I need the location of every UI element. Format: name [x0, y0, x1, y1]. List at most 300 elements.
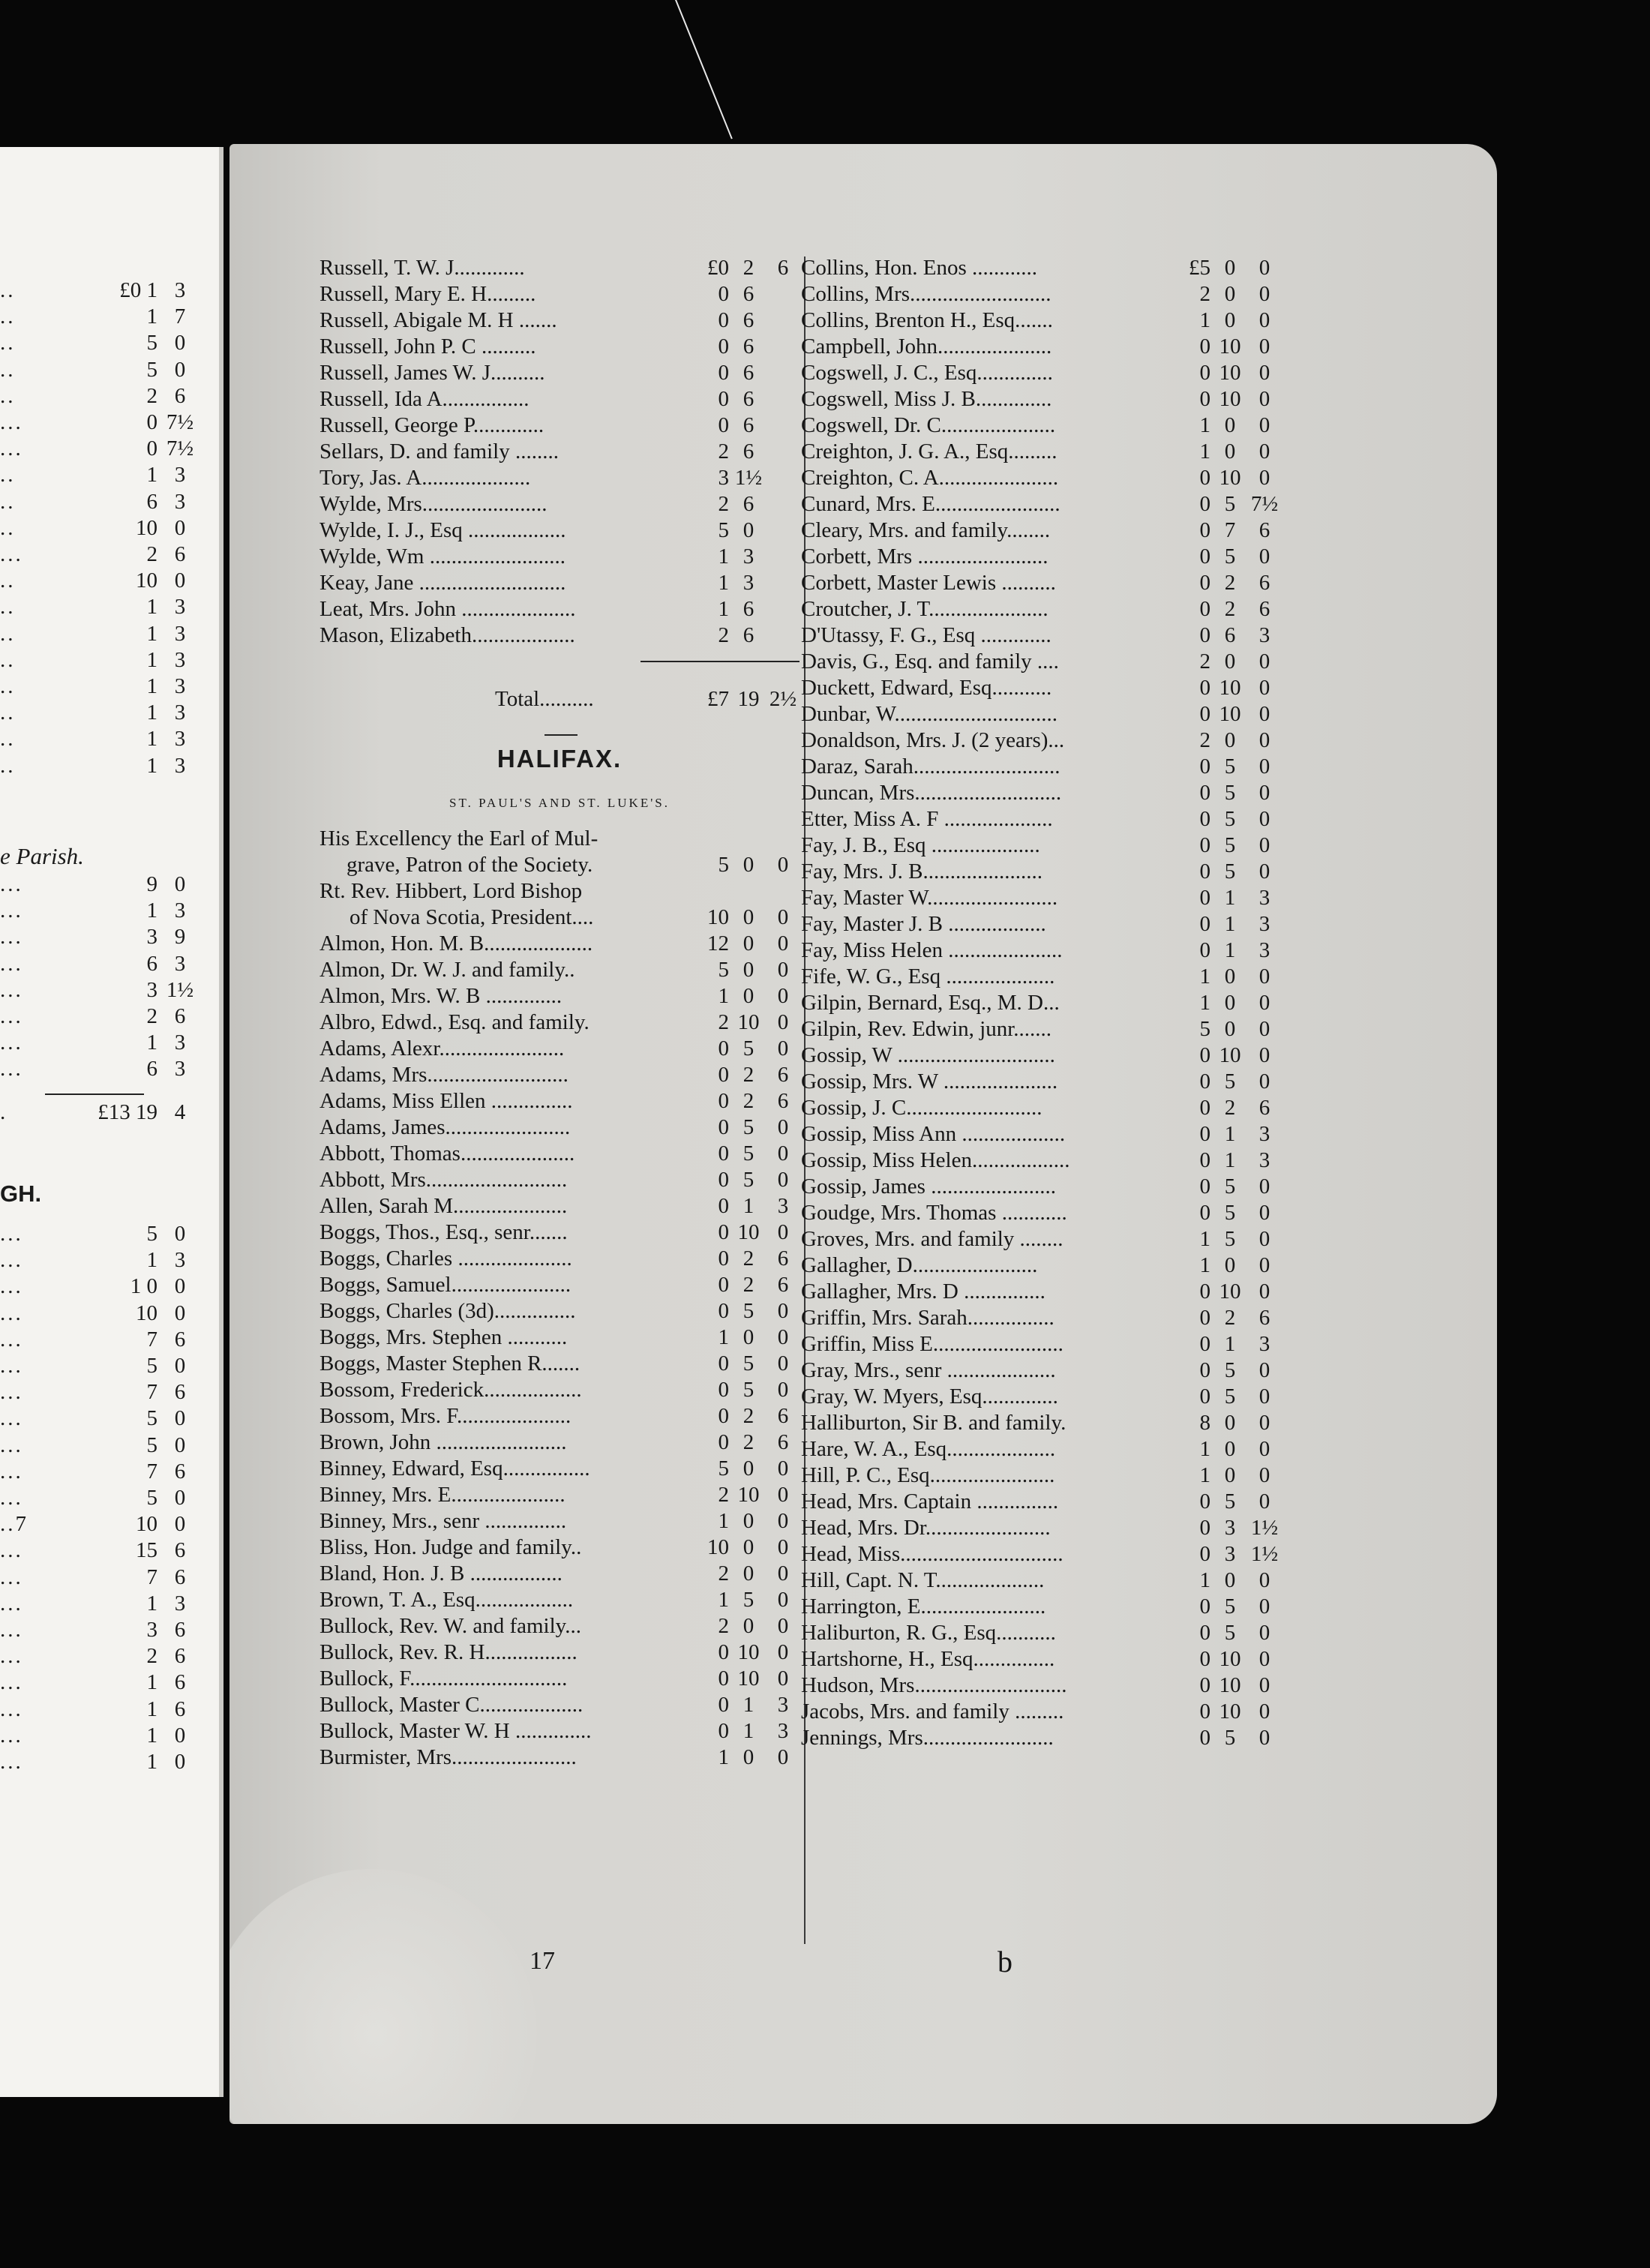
amount-pounds: 0: [718, 1378, 729, 1402]
amount-pence: 6: [174, 1670, 186, 1695]
ledger-entry: [320, 1324, 800, 1351]
amount-pounds: 5: [1199, 1017, 1210, 1041]
amount-pounds: 0: [1199, 571, 1210, 595]
amount-pence: 0: [1258, 1411, 1270, 1435]
amount-shillings: 10: [737, 1220, 760, 1244]
amount-shillings: 2: [742, 1404, 754, 1428]
amount-pence: 7½: [1250, 492, 1279, 516]
amount-shillings: 0: [1224, 964, 1236, 988]
amount-shillings: 1: [742, 1719, 754, 1743]
subscriber-name: Almon, Hon. M. B....................: [320, 932, 593, 956]
subscriber-name: Binney, Mrs. E.....................: [320, 1483, 566, 1507]
ledger-entry: [801, 1489, 1281, 1515]
ledger-entry: [801, 1515, 1281, 1541]
amount-pounds: 2: [1199, 728, 1210, 752]
ledger-entry: [801, 518, 1281, 544]
ledger-entry: [320, 622, 800, 649]
ledger-entry: [320, 360, 800, 386]
amount-pence: 0: [777, 1299, 789, 1323]
amount-pounds: 0: [718, 1220, 729, 1244]
amount-pence: 0: [1258, 676, 1270, 700]
amount-pence: 0: [174, 1354, 186, 1378]
amount-shillings: 5: [146, 1222, 158, 1246]
amount-shillings: 5: [1224, 1201, 1236, 1225]
leader-dots: ..: [0, 489, 16, 514]
amount-pounds: 0: [718, 282, 729, 306]
ledger-entry: [801, 964, 1281, 990]
amount-shillings: 2: [1224, 571, 1236, 595]
amount-shillings: 0: [742, 1325, 754, 1349]
ledger-entry: [320, 1587, 800, 1613]
amount-pounds: 1: [718, 571, 729, 595]
amount-row: [0, 1723, 207, 1748]
ledger-entry: [801, 1305, 1281, 1331]
amount-pounds: 0: [1199, 334, 1210, 358]
amount-row: [0, 1538, 207, 1563]
amount-row: [0, 924, 207, 950]
amount-pounds: 5: [718, 518, 729, 542]
amount-pence: 0: [1258, 1358, 1270, 1382]
subscriber-name: Fay, J. B., Esq ....................: [801, 833, 1040, 857]
amount-pence: 6: [1258, 518, 1270, 542]
amount-row: [0, 621, 207, 646]
amount-pounds: 1: [1199, 440, 1210, 464]
amount-pence: 6: [777, 256, 789, 280]
amount-shillings: 5: [146, 1354, 158, 1378]
amount-pence: 0: [1258, 1437, 1270, 1461]
amount-pence: 1½: [1250, 1542, 1279, 1566]
amount-shillings: 5: [146, 1406, 158, 1431]
amount-pounds: 0: [1199, 1516, 1210, 1540]
amount-pence: 6: [174, 1380, 186, 1405]
amount-pence: 3: [174, 753, 186, 778]
ledger-entry: [801, 1226, 1281, 1252]
amount-row: [0, 1459, 207, 1484]
subscriber-name: Brown, T. A., Esq..................: [320, 1588, 574, 1612]
amount-shillings: 1: [146, 1030, 158, 1055]
amount-pence: 0: [777, 1483, 789, 1507]
amount-pounds: 2: [718, 1562, 729, 1586]
amount-pounds: 1: [1199, 1568, 1210, 1592]
amount-row: [0, 278, 207, 303]
amount-pounds: 1: [1199, 413, 1210, 437]
ledger-entry: [801, 754, 1281, 780]
amount-pence: 0: [777, 984, 789, 1008]
ledger-entry: [320, 1036, 800, 1062]
subscriber-name: Sellars, D. and family ........: [320, 440, 559, 464]
amount-row: [0, 568, 207, 593]
amount-pence: 0: [174, 1432, 186, 1457]
amount-row: [0, 1749, 207, 1774]
amount-shillings: 2: [742, 1430, 754, 1454]
amount-pence: 0: [777, 1352, 789, 1376]
amount-shillings: 7: [146, 1459, 158, 1484]
amount-shillings: 6: [742, 308, 754, 332]
amount-shillings: 2: [146, 383, 158, 408]
ledger-entry: [320, 1193, 800, 1220]
subscriber-name: Bliss, Hon. Judge and family..: [320, 1535, 582, 1559]
leader-dots: ...: [0, 1564, 23, 1589]
amount-pence: 3: [1258, 938, 1270, 962]
amount-pence: 6: [777, 1246, 789, 1270]
subscriber-name: Abbott, Mrs..........................: [320, 1168, 568, 1192]
ledger-entry: [801, 1384, 1281, 1410]
amount-shillings: 0: [1224, 1463, 1236, 1487]
left-page-fragment: [0, 147, 224, 2097]
ledger-entry: [801, 701, 1281, 728]
ledger-entry: [320, 491, 800, 518]
ledger-entry: [320, 596, 800, 622]
ledger-entry: [801, 832, 1281, 859]
amount-shillings: 0: [742, 932, 754, 956]
amount-pounds: 1: [718, 544, 729, 568]
amount-pence: 0: [174, 357, 186, 382]
leader-dots: ...: [0, 1670, 23, 1695]
leader-dots: ..: [0, 463, 16, 488]
subscriber-name: Hudson, Mrs............................: [801, 1673, 1067, 1697]
subscriber-name: Davis, G., Esq. and family ....: [801, 650, 1059, 674]
amount-pence: 0: [1258, 1070, 1270, 1094]
amount-pounds: 0: [1199, 492, 1210, 516]
amount-pence: 0: [1258, 282, 1270, 306]
subscriber-name: Binney, Mrs., senr ...............: [320, 1509, 567, 1533]
ledger-entry: [320, 1167, 800, 1193]
amount-pence: 0: [1258, 334, 1270, 358]
amount-pounds: 0: [1199, 860, 1210, 884]
amount-row: [0, 1643, 207, 1669]
amount-pounds: 0: [718, 1246, 729, 1270]
amount-pounds: 0: [718, 1036, 729, 1060]
amount-pence: 0: [174, 1486, 186, 1510]
ledger-entry: [320, 1718, 800, 1744]
subscriber-name: Burmister, Mrs.......................: [320, 1745, 577, 1769]
amount-shillings: 10: [136, 515, 158, 540]
amount-shillings: 5: [1224, 1384, 1236, 1408]
ledger-entry: [320, 826, 800, 852]
amount-pence: 0: [1258, 1700, 1270, 1724]
leader-dots: ...: [0, 1380, 23, 1405]
amount-shillings: 0: [742, 1509, 754, 1533]
amount-shillings: 5: [1224, 1490, 1236, 1514]
amount-pounds: 0: [1199, 623, 1210, 647]
amount-shillings: 1: [146, 727, 158, 752]
amount-row: [0, 1511, 207, 1537]
leader-dots: ...: [0, 1274, 23, 1299]
leader-dots: ...: [0, 1300, 23, 1325]
subscriber-name: Fay, Miss Helen .....................: [801, 938, 1063, 962]
amount-row: [0, 700, 207, 725]
subscriber-name: Goudge, Mrs. Thomas ............: [801, 1201, 1067, 1225]
subscriber-name: Halliburton, Sir B. and family.: [801, 1411, 1066, 1435]
ledger-entry: [320, 931, 800, 957]
ledger-entry: [320, 1666, 800, 1692]
ledger-entry: [801, 1620, 1281, 1646]
ledger-entry: [801, 1069, 1281, 1095]
amount-shillings: 6: [146, 1057, 158, 1082]
ledger-entry: [801, 1200, 1281, 1226]
subscriber-name: Bullock, Rev. R. H.................: [320, 1640, 578, 1664]
ledger-entry: [801, 780, 1281, 806]
leader-dots: ...: [0, 1591, 23, 1616]
leader-dots: ..: [0, 331, 16, 356]
amount-pence: 1½: [166, 977, 194, 1002]
subscriber-name: Gossip, Miss Ann ...................: [801, 1122, 1066, 1146]
ledger-entry: [801, 1252, 1281, 1279]
ledger-entry: [801, 728, 1281, 754]
amount-pounds: 0: [718, 1168, 729, 1192]
amount-shillings: 1: [146, 1696, 158, 1721]
amount-row: [0, 1432, 207, 1458]
leader-dots: ...: [0, 1644, 23, 1669]
amount-shillings: 1: [742, 1693, 754, 1717]
ledger-entry: [801, 1358, 1281, 1384]
amount-pence: 3: [1258, 623, 1270, 647]
subscriber-name: Croutcher, J. T......................: [801, 597, 1048, 621]
ledger-entry: [320, 957, 800, 983]
amount-pounds: 2: [718, 1614, 729, 1638]
subscriber-name: Griffin, Mrs. Sarah................: [801, 1306, 1054, 1330]
amount-pounds: 1: [718, 1745, 729, 1769]
amount-pounds: 2: [1199, 650, 1210, 674]
amount-pence: 0: [1258, 1253, 1270, 1277]
amount-shillings: 1: [1224, 1148, 1236, 1172]
amount-pence: 0: [1258, 387, 1270, 411]
leader-dots: ..: [0, 595, 16, 620]
amount-pounds: 0: [1199, 781, 1210, 805]
ledger-entry: [320, 1114, 800, 1141]
subscriber-name: Gilpin, Bernard, Esq., M. D...: [801, 991, 1060, 1015]
amount-pence: 0: [777, 1562, 789, 1586]
subscriber-name: Jacobs, Mrs. and family .........: [801, 1700, 1064, 1724]
amount-pence: 6: [174, 1696, 186, 1721]
amount-pounds: 0: [718, 1430, 729, 1454]
amount-pence: 0: [1258, 466, 1270, 490]
amount-pence: 6: [174, 1459, 186, 1484]
ledger-entry: [801, 1672, 1281, 1699]
leader-dots: ...: [0, 1618, 23, 1642]
amount-pence: 0: [1258, 1280, 1270, 1304]
amount-shillings: 10: [737, 1010, 760, 1034]
amount-shillings: 6: [146, 489, 158, 514]
amount-row: [0, 1617, 207, 1642]
amount-pence: 0: [1258, 256, 1270, 280]
subscriber-name: D'Utassy, F. G., Esq .............: [801, 623, 1052, 647]
leader-dots: ...: [0, 872, 23, 896]
subscriber-name: Donaldson, Mrs. J. (2 years)...: [801, 728, 1065, 752]
amount-pounds: 3: [718, 466, 729, 490]
leader-dots: ...: [0, 1406, 23, 1431]
amount-shillings: 10: [737, 1640, 760, 1664]
amount-pence: 0: [1258, 1568, 1270, 1592]
amount-shillings: 5: [146, 357, 158, 382]
amount-shillings: 5: [146, 1432, 158, 1457]
amount-pence: 3: [777, 1194, 789, 1218]
ledger-entry: [801, 1121, 1281, 1148]
amount-pounds: 1: [1199, 1463, 1210, 1487]
amount-shillings: 0: [146, 436, 158, 461]
subscriber-name: Dunbar, W..............................: [801, 702, 1058, 726]
leader-dots: ...: [0, 898, 23, 923]
subscriber-name: Russell, T. W. J.............: [320, 256, 525, 280]
amount-row: [0, 977, 207, 1003]
amount-pence: 0: [174, 872, 186, 896]
amount-row: [0, 436, 207, 461]
amount-shillings: 6: [742, 597, 754, 621]
amount-shillings: 1: [1224, 1332, 1236, 1356]
amount-shillings: 10: [1219, 1043, 1241, 1067]
amount-pounds: 0: [1199, 1647, 1210, 1671]
subscriber-name: Gilpin, Rev. Edwin, junr.......: [801, 1017, 1052, 1041]
leader-dots: ..7: [0, 1512, 28, 1537]
subscriber-name: Tory, Jas. A....................: [320, 466, 531, 490]
amount-shillings: 1: [146, 1248, 158, 1273]
ledger-entry: [320, 412, 800, 439]
section-heading-halifax: HALIFAX.: [496, 745, 622, 772]
ledger-entry: [320, 852, 800, 878]
subscriber-name: Gallagher, D.......................: [801, 1253, 1038, 1277]
amount-shillings: 10: [737, 1483, 760, 1507]
subscriber-name: Corbett, Mrs ........................: [801, 544, 1048, 568]
amount-pounds: 0: [1199, 1594, 1210, 1618]
subscriber-name: Cunard, Mrs. E.......................: [801, 492, 1060, 516]
leader-dots: ..: [0, 568, 16, 593]
ledger-entry: [320, 334, 800, 360]
amount-row: [0, 542, 207, 567]
amount-shillings: 5: [742, 1115, 754, 1139]
subscriber-name: Cogswell, Miss J. B..............: [801, 387, 1052, 411]
ledger-entry: [801, 1331, 1281, 1358]
amount-shillings: 1: [146, 304, 158, 329]
amount-shillings: 1: [146, 1670, 158, 1695]
amount-row: [0, 1696, 207, 1722]
amount-shillings: 2: [1224, 1306, 1236, 1330]
amount-pounds: 2: [718, 492, 729, 516]
subscriber-name: Duckett, Edward, Esq...........: [801, 676, 1052, 700]
amount-pounds: 0: [718, 334, 729, 358]
amount-pence: 0: [777, 1115, 789, 1139]
amount-pence: 3: [174, 463, 186, 488]
amount-shillings: 5: [742, 1299, 754, 1323]
amount-pence: 6: [174, 383, 186, 408]
amount-shillings: 0: [1224, 308, 1236, 332]
amount-pence: 0: [174, 1406, 186, 1431]
ledger-entry: [320, 1010, 800, 1036]
amount-pence: 0: [1258, 833, 1270, 857]
section-heading: GH.: [0, 1180, 42, 1207]
leader-dots: ...: [0, 1222, 23, 1246]
amount-pence: 0: [1258, 781, 1270, 805]
subscriber-name: Cogswell, Dr. C.....................: [801, 413, 1056, 437]
ledger-entry: [801, 570, 1281, 596]
ledger-entry: [801, 1646, 1281, 1672]
amount-row: [0, 357, 207, 382]
amount-pence: 0: [777, 1168, 789, 1192]
ledger-entry: [801, 1174, 1281, 1200]
ledger-entry: [801, 622, 1281, 649]
amount-pounds: 0: [718, 308, 729, 332]
amount-pounds: 1: [718, 1588, 729, 1612]
amount-row: [0, 1274, 207, 1299]
amount-shillings: 2: [1224, 597, 1236, 621]
amount-shillings: 1: [1224, 938, 1236, 962]
amount-pence: 3: [174, 278, 186, 302]
leader-dots: ...: [0, 1354, 23, 1378]
amount-pence: 0: [1258, 1647, 1270, 1671]
amount-pence: 0: [777, 1325, 789, 1349]
amount-shillings: 1: [146, 621, 158, 646]
subscriber-name: Corbett, Master Lewis ..........: [801, 571, 1056, 595]
amount-pounds: 0: [1199, 1542, 1210, 1566]
amount-shillings: 10: [136, 568, 158, 593]
amount-shillings: 0: [742, 1745, 754, 1769]
subscriber-name: Wylde, Wm .........................: [320, 544, 566, 568]
leader-dots: ...: [0, 1004, 23, 1028]
amount-row: [0, 1564, 207, 1590]
ledger-entry: [320, 1508, 800, 1534]
amount-shillings: 1: [742, 1194, 754, 1218]
amount-row: [0, 489, 207, 514]
ledger-entry: [801, 281, 1281, 308]
amount-shillings: 5: [1224, 807, 1236, 831]
amount-shillings: 5: [146, 1486, 158, 1510]
subscriber-name: Etter, Miss A. F ....................: [801, 807, 1053, 831]
ledger-entry: [320, 1534, 800, 1561]
subscriber-name: grave, Patron of the Society.: [346, 853, 593, 877]
amount-row: [0, 330, 207, 356]
ledger-entry: [801, 1568, 1281, 1594]
subscriber-name: Albro, Edwd., Esq. and family.: [320, 1010, 590, 1034]
amount-pounds: 1: [1199, 991, 1210, 1015]
amount-pounds: 0: [1199, 1043, 1210, 1067]
ledger-entry: [320, 1430, 800, 1456]
amount-shillings: 0: [742, 1614, 754, 1638]
subscriber-name: Allen, Sarah M.....................: [320, 1194, 568, 1218]
amount-shillings: 5: [742, 1588, 754, 1612]
leader-dots: ...: [0, 410, 23, 434]
amount-pounds: 10: [707, 905, 729, 929]
amount-pounds: £7: [707, 687, 729, 711]
subscriber-name: Adams, Alexr.......................: [320, 1036, 565, 1060]
amount-pounds: 0: [1199, 466, 1210, 490]
amount-pounds: £0: [707, 256, 729, 280]
amount-shillings: 0: [1224, 1017, 1236, 1041]
amount-pence: 0: [777, 1745, 789, 1769]
subscriber-name: of Nova Scotia, President....: [350, 905, 594, 929]
ledger-entry: [801, 938, 1281, 964]
amount-pence: 7: [174, 304, 186, 329]
amount-pounds: 1: [1199, 1253, 1210, 1277]
amount-shillings: 10: [1219, 1700, 1241, 1724]
amount-shillings: 0: [742, 984, 754, 1008]
ledger-entry: [320, 544, 800, 570]
amount-row: [0, 515, 207, 541]
amount-pence: 9: [174, 925, 186, 950]
amount-pence: 0: [1258, 1594, 1270, 1618]
amount-pounds: 1: [718, 984, 729, 1008]
amount-shillings: 0: [742, 1535, 754, 1559]
amount-pence: 3: [174, 951, 186, 976]
ledger-entry: [320, 465, 800, 491]
ledger-entry: [801, 1095, 1281, 1121]
amount-pence: 0: [777, 1666, 789, 1690]
total-label: Total..........: [495, 687, 594, 711]
amount-pence: 0: [1258, 544, 1270, 568]
leader-dots: ..: [0, 647, 16, 672]
leader-dots: ...: [0, 1723, 23, 1748]
ledger-entry: [801, 1016, 1281, 1042]
amount-pence: 0: [777, 1509, 789, 1533]
amount-shillings: 1: [146, 700, 158, 725]
